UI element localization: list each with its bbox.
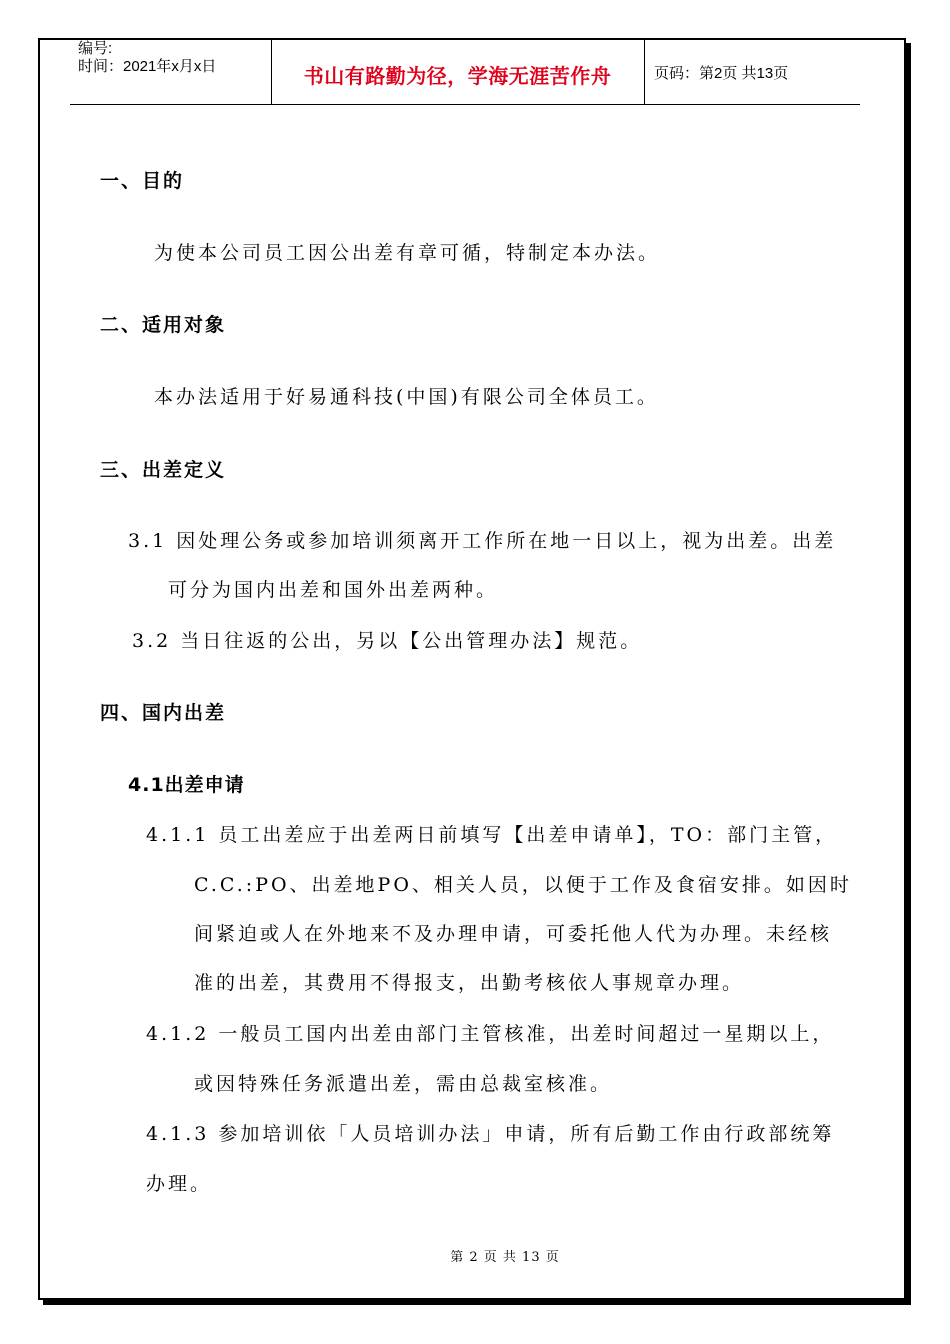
clause-4-1-1-line2: C.C.:PO、出差地PO、相关人员，以便于工作及食宿安排。如因时 [194, 874, 852, 896]
clause-4-1-3-line1: 4.1.3 参加培训依「人员培训办法」申请，所有后勤工作由行政部统筹 [146, 1123, 835, 1145]
clause-4-1-1-line4: 准的出差，其费用不得报支，出勤考核依人事规章办理。 [194, 972, 745, 994]
page-frame [38, 38, 906, 1300]
section-heading-scope: 二、适用对象 [100, 314, 227, 336]
clause-4-1-1-line3: 间紧迫或人在外地来不及办理申请，可委托他人代为办理。未经核 [194, 923, 833, 945]
clause-4-1-2-line1: 4.1.2 一般员工国内出差由部门主管核准，出差时间超过一星期以上， [146, 1023, 835, 1045]
header-divider-right [644, 38, 645, 104]
scope-text: 本办法适用于好易通科技(中国)有限公司全体员工。 [154, 386, 659, 408]
clause-4-1-1-line1: 4.1.1 员工出差应于出差两日前填写【出差申请单】，TO：部门主管， [146, 824, 838, 846]
page-footer: 第 2 页 共 13 页 [450, 1250, 560, 1265]
clause-4-1-2-line2: 或因特殊任务派遣出差，需由总裁室核准。 [194, 1073, 613, 1095]
section-heading-purpose: 一、目的 [100, 170, 185, 192]
subsection-heading-application: 4.1出差申请 [128, 774, 245, 796]
section-heading-definition: 三、出差定义 [100, 459, 227, 481]
document-header [70, 38, 860, 105]
section-heading-domestic-travel: 四、国内出差 [100, 702, 227, 724]
clause-3-1-line1: 3.1 因处理公务或参加培训须离开工作所在地一日以上，视为出差。出差 [128, 530, 837, 552]
date-line: 时间：2021年x月x日 [78, 58, 217, 75]
header-motto: 书山有路勤为径，学海无涯苦作舟 [303, 64, 612, 88]
clause-4-1-3-line2: 办理。 [146, 1173, 213, 1195]
header-page-code: 页码：第2页 共13页 [654, 65, 789, 82]
clause-3-1-line2: 可分为国内出差和国外出差两种。 [168, 579, 499, 601]
clause-3-2: 3.2 当日往返的公出，另以【公出管理办法】规范。 [132, 630, 643, 652]
purpose-text: 为使本公司员工因公出差有章可循，特制定本办法。 [154, 242, 661, 264]
serial-number-label: 编号: [78, 40, 113, 57]
